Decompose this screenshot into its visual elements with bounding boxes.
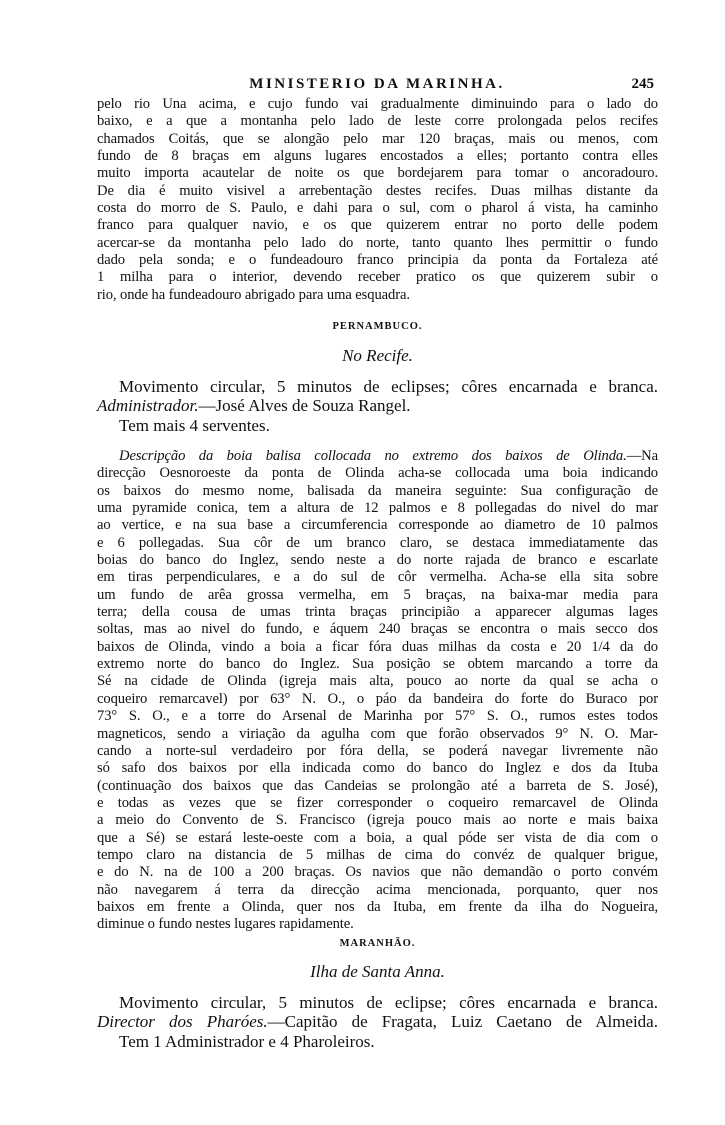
text-line: um fundo de arêa grossa vermelha, em 5 braças, na baixa-mar media para (97, 586, 658, 603)
text-line: chamados Coitás, que se alongão pelo mar 120 braças, mais ou menos, com (97, 130, 658, 147)
text-line: diminue o fundo nestes lugares rapidamente. (97, 916, 354, 933)
text-line: direcção Oesnoroeste da ponta de Olinda acha-se collocada uma boia indicando (97, 465, 658, 482)
text-line: em tiras perpendiculares, e a do sul de côr vermelha. Acha-se ella sita sobre (97, 569, 658, 586)
description-first-line (97, 448, 658, 465)
text-line: rio, onde ha fundeadouro abrigado para uma esquadra. (97, 286, 410, 303)
text-line: soltas, mas ao nivel do fundo, e áquem 240 braças se encontra o mais secco dos (97, 621, 658, 638)
subheading-recife: No Recife. (342, 346, 413, 365)
director-name: —Capitão de Fragata, Luiz Caetano de Almeida. (267, 1012, 658, 1032)
text-line: Sé na cidade de Olinda (igreja mais alta, pouco ao norte da qual se acha o (97, 673, 658, 690)
text-line: 1 milha para o interior, devendo receber pratico os que quizerem subir o (97, 269, 658, 286)
staff-line: Tem 1 Administrador e 4 Pharoleiros. (119, 1031, 375, 1051)
text-line: muito importa acautelar de noite os que bordejarem para tomar o ancoradouro. (97, 165, 658, 182)
director-line (97, 1012, 658, 1031)
administrator-label: Administrador. (97, 396, 199, 416)
text-line: que a Sé) se estará leste-oeste com a boia, a qual póde ser vista de dia com o (97, 829, 658, 846)
text-line: uma pyramide conica, tem a altura de 12 palmos e 8 pollegadas do nivel do mar (97, 500, 658, 517)
text-line: fundo de 8 braças em alguns lugares encostados a elles; portanto contra elles (97, 148, 658, 165)
section-heading-maranhao: MARANHÃO. (339, 938, 416, 949)
text-line: costa do morro de S. Paulo, e dahi para o sul, com o pharol á vista, ha caminho (97, 200, 658, 217)
movimento-line: Movimento circular, 5 minutos de eclipses; côres encarnada e branca. (119, 377, 658, 396)
text-line: De dia é muito visivel a arrebentação destes recifes. Duas milhas distante da (97, 182, 658, 199)
text-line: magneticos, sendo a viriação da agulha com que forão observados 9° N. O. Mar- (97, 725, 658, 742)
text-line: (continuação dos baixos que das Candeias se prolongão até a barreta de S. José), (97, 777, 658, 794)
text-line: baixos em frente a Olinda, quer nos da Ituba, em frente da ilha do Nogueira, (97, 898, 658, 915)
staff-line: Tem mais 4 serventes. (119, 415, 270, 435)
text-line: ao vertice, e na sua base a circumferencia corresponde ao diametro de 10 palmos (97, 517, 658, 534)
text-line: os baixos do mesmo nome, balisada da maneira seguinte: Sua configuração de (97, 482, 658, 499)
text-line: e do N. na de 100 a 200 braças. Os navios que não demandão o porto convém (97, 864, 658, 881)
text-line: e 6 pollegadas. Sua côr de um branco claro, se destaca immediatamente das (97, 534, 658, 551)
text-line: a meio do Convento de S. Francisco (igreja pouco mais ao norte e mais baixa (97, 812, 658, 829)
text-line: baixo, e a que a montanha pelo lado de leste corre prolongada pelos recifes (97, 113, 658, 130)
text-line: dado pela sonda; e o fundeadouro franco principia da ponta da Fortaleza até (97, 252, 658, 269)
page-number: 245 (631, 76, 654, 92)
maranhao-lighthouse-info (97, 993, 658, 1051)
intro-paragraph (97, 96, 658, 304)
text-line: 73° S. O., e a torre do Arsenal de Marinha por 57° S. O., rumos estes todos (97, 708, 658, 725)
text-line: não navegarem á terra da direcção acima mencionada, porquanto, quer nos (97, 881, 658, 898)
description-title: Descripção da boia balisa collocada no extremo dos baixos de Olinda. (119, 448, 627, 464)
subheading-santa-anna: Ilha de Santa Anna. (310, 962, 445, 981)
movimento-line: Movimento circular, 5 minutos de eclipse; côres encarnada e branca. (119, 993, 658, 1012)
header-title: MINISTERIO DA MARINHA. (249, 76, 505, 92)
administrator-line (97, 396, 658, 415)
text-line: baixos de Olinda, vindo a boia a ficar fóra duas milhas da costa e 20 1/4 da do (97, 638, 658, 655)
administrator-name: —José Alves de Souza Rangel. (198, 396, 411, 416)
description-first-rest: —Na (626, 448, 658, 464)
text-line: só safo dos baixos por ella indicada como do banco do Inglez e dos da Ituba (97, 760, 658, 777)
running-header (97, 76, 658, 96)
text-line: boias do banco do Inglez, sendo neste a do norte rajada de branco e escarlate (97, 552, 658, 569)
section-heading-pernambuco: PERNAMBUCO. (332, 321, 423, 332)
text-line: pelo rio Una acima, e cujo fundo vai gradualmente diminuindo para o lado do (97, 96, 658, 112)
text-line: tempo claro na distancia de 5 milhas de cima do convéz de qualquer brigue, (97, 846, 658, 863)
text-line: acercar-se da montanha pelo lado do norte, tanto quanto lhes permittir o fundo (97, 234, 658, 251)
text-line: franco para qualquer navio, e os que quizerem entrar no porto delle podem (97, 217, 658, 234)
text-line: terra; della cousa de umas trinta braças principião a apparecer algumas lages (97, 604, 658, 621)
text-line: coqueiro remarcavel) por 63° N. O., o páo da bandeira do forte do Buraco por (97, 690, 658, 707)
pernambuco-lighthouse-info (97, 377, 658, 435)
text-line: cando a norte-sul verdadeiro por fóra della, se poderá navegar livremente não (97, 742, 658, 759)
text-line: e todas as vezes que se fizer corresponder o coqueiro remarcavel de Olinda (97, 794, 658, 811)
director-label: Director dos Pharóes. (97, 1012, 268, 1032)
text-line: extremo norte do banco do Inglez. Sua posição se obtem marcando a torre da (97, 656, 658, 673)
boia-description-paragraph (97, 448, 658, 934)
